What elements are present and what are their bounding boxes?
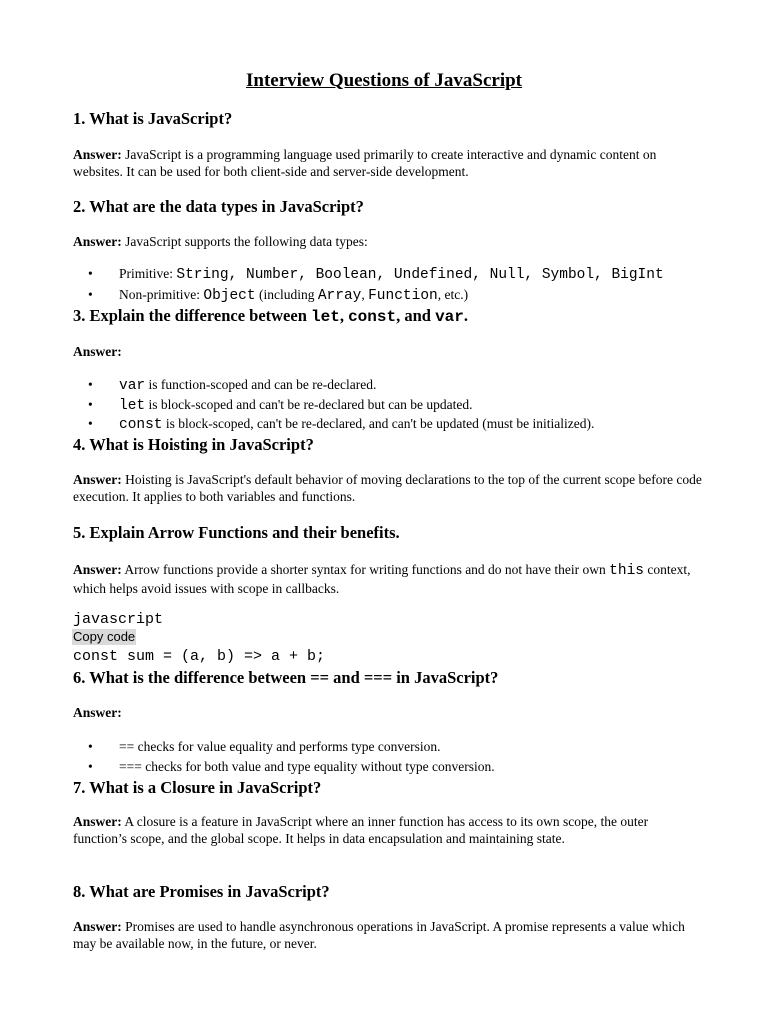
item-text: , — [361, 287, 369, 302]
bullet-icon: • — [88, 287, 93, 302]
question-7-answer — [73, 814, 703, 848]
bullet-icon: • — [88, 377, 93, 392]
bullet-icon: • — [88, 416, 93, 431]
inline-code: var — [435, 308, 464, 326]
inline-code: let — [311, 308, 340, 326]
answer-text: Promises are used to handle asynchronous operations in JavaScript. A promise represents a value which may be available now, in the future, or never. — [73, 919, 685, 951]
question-2-answer — [73, 234, 703, 251]
answer-label: Answer: — [73, 705, 122, 720]
item-text: , etc.) — [437, 287, 469, 302]
document-title: Interview Questions of JavaScript — [245, 70, 522, 91]
bullet-icon: • — [88, 266, 93, 281]
copy-code-button[interactable]: Copy code — [73, 629, 136, 644]
item-text: (including — [255, 287, 318, 302]
inline-code: this — [609, 563, 644, 579]
answer-label: Answer: — [73, 919, 122, 934]
question-7-heading: 7. What is a Closure in JavaScript? — [73, 778, 322, 797]
question-6-heading: 6. What is the difference between == and === in JavaScript? — [73, 668, 499, 687]
answer-label: Answer: — [73, 147, 122, 162]
heading-text: 3. Explain the difference between — [73, 306, 312, 325]
code-snippet: const sum = (a, b) => a + b; — [73, 648, 326, 665]
inline-code: String, Number, Boolean, Undefined, Null, Symbol, BigInt — [176, 267, 664, 283]
heading-text: , and — [396, 306, 436, 325]
question-1-answer — [73, 147, 703, 181]
inline-code: let — [119, 398, 146, 414]
item-text: == checks for value equality and performs type conversion. — [119, 739, 441, 754]
item-text: is function-scoped and can be re-declared. — [145, 377, 377, 392]
heading-text: . — [463, 306, 469, 325]
code-language-label: javascript — [73, 611, 164, 628]
item-label: Non-primitive: — [119, 287, 204, 302]
answer-text: context, which helps avoid issues with scope in callbacks. — [73, 562, 691, 596]
answer-text: Arrow functions provide a shorter syntax for writing functions and do not have their own — [124, 562, 610, 577]
question-2-heading: 2. What are the data types in JavaScript? — [73, 197, 364, 216]
item-text: === checks for both value and type equality without type conversion. — [119, 759, 495, 774]
bullet-icon: • — [88, 759, 93, 774]
item-text: is block-scoped and can't be re-declared but can be updated. — [145, 397, 473, 412]
answer-label: Answer: — [73, 814, 122, 829]
question-8-heading: 8. What are Promises in JavaScript? — [73, 882, 330, 901]
question-8-answer — [73, 919, 703, 953]
item-label: Primitive: — [119, 266, 177, 281]
question-5-answer — [73, 561, 703, 598]
inline-code: Function — [368, 288, 438, 304]
inline-code: Array — [317, 288, 362, 304]
answer-label: Answer: — [73, 234, 122, 249]
answer-text: JavaScript is a programming language used primarily to create interactive and dynamic content on websites. It can be used for both client-side and server-side development. — [73, 147, 657, 179]
answer-label: Answer: — [73, 344, 122, 359]
question-6-answer — [73, 705, 703, 722]
question-4-heading: 4. What is Hoisting in JavaScript? — [73, 435, 314, 454]
question-4-answer — [73, 472, 703, 506]
question-5-heading: 5. Explain Arrow Functions and their benefits. — [73, 523, 400, 542]
inline-code: const — [348, 308, 397, 326]
answer-text: Hoisting is JavaScript's default behavior of moving declarations to the top of the current scope before code execution. It applies to both variables and functions. — [73, 472, 702, 504]
answer-text: JavaScript supports the following data types: — [125, 234, 368, 249]
question-1-heading: 1. What is JavaScript? — [73, 109, 233, 128]
item-text: is block-scoped, can't be re-declared, and can't be updated (must be initialized). — [162, 416, 595, 431]
answer-text: A closure is a feature in JavaScript where an inner function has access to its own scope, the outer function’s scope, and the global scope. It helps in data encapsulation and maintaining state. — [73, 814, 649, 846]
answer-label: Answer: — [73, 562, 122, 577]
inline-code: var — [119, 378, 146, 394]
answer-label: Answer: — [73, 472, 122, 487]
inline-code: const — [119, 417, 163, 433]
bullet-icon: • — [88, 739, 93, 754]
inline-code: Object — [203, 288, 256, 304]
heading-text: , — [339, 306, 349, 325]
question-3-heading — [73, 306, 468, 327]
bullet-icon: • — [88, 397, 93, 412]
question-3-answer — [73, 344, 703, 361]
